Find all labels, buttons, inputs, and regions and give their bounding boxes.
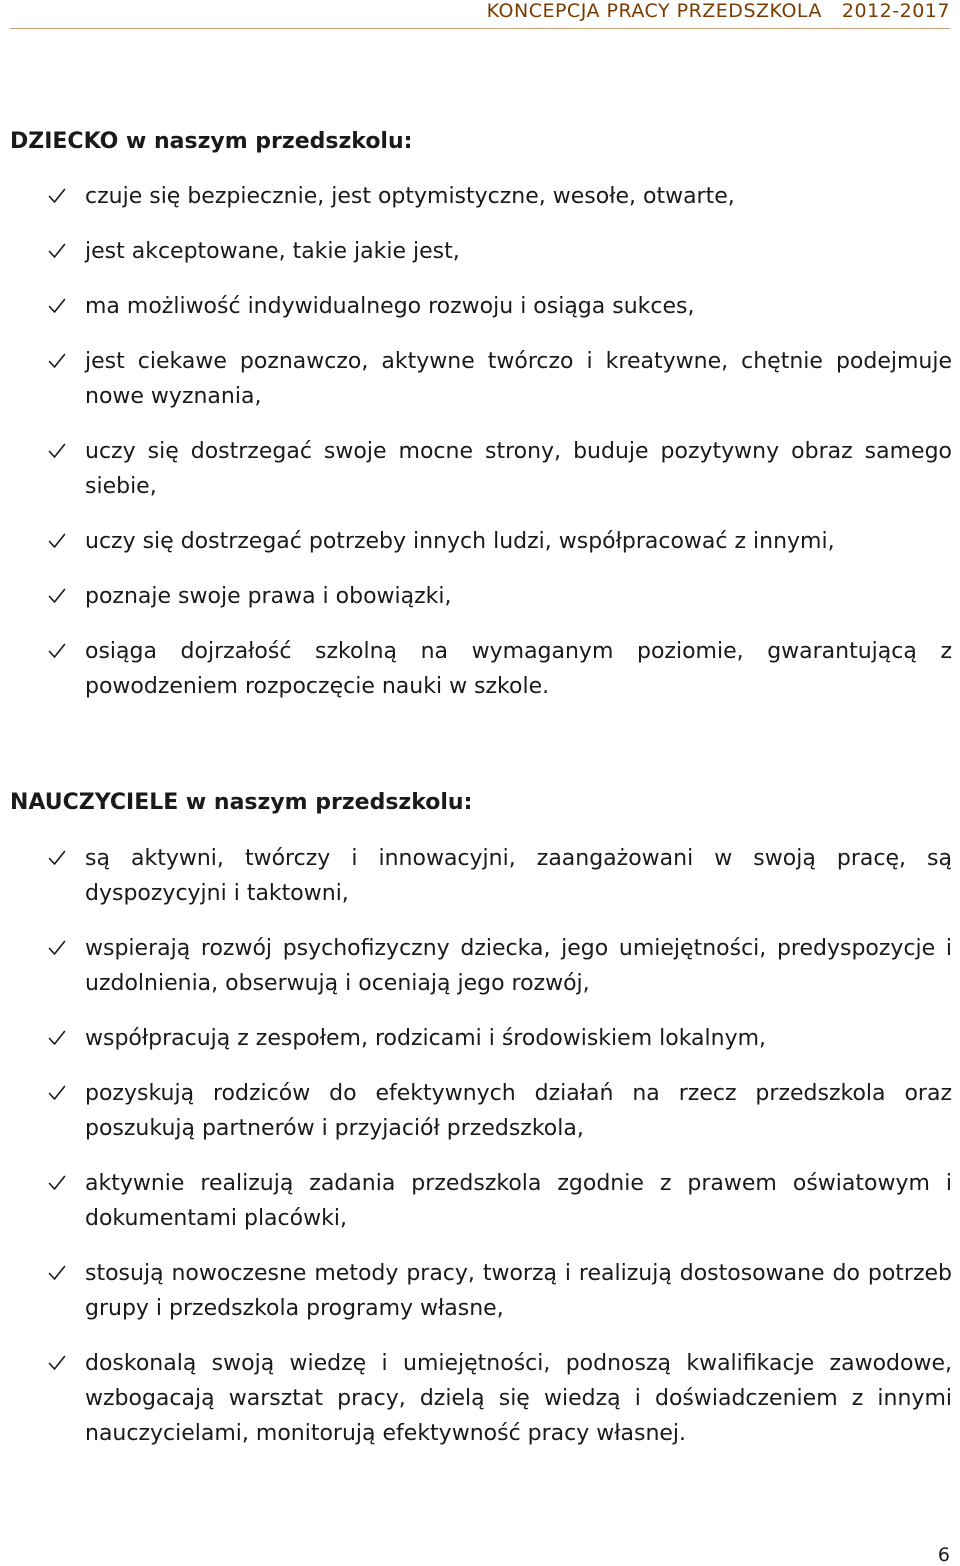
checkmark-icon: [48, 1085, 66, 1101]
checkmark-icon: [48, 850, 66, 866]
checkmark-icon: [48, 1265, 66, 1281]
list-item-text: uczy się dostrzegać swoje mocne strony, buduje pozytywny obraz samego siebie,: [85, 439, 952, 499]
checkmark-icon: [48, 533, 66, 549]
list-item-text: pozyskują rodziców do efektywnych działań na rzecz przedszkola oraz poszukują partnerów i przyjaciół przedszkola,: [85, 1081, 952, 1141]
list-item-text: ma możliwość indywidualnego rozwoju i osiąga sukces,: [85, 294, 695, 319]
page-number: 6: [937, 1544, 950, 1566]
checkmark-icon: [48, 588, 66, 604]
document-title: KONCEPCJA PRACY PRZEDSZKOLA: [486, 0, 822, 22]
list-item-text: osiąga dojrzałość szkolną na wymaganym poziomie, gwarantującą z powodzeniem rozpoczęcie nauki w szkole.: [85, 639, 952, 699]
children-list: [48, 179, 952, 724]
list-item: [48, 931, 952, 1001]
list-item: [48, 524, 952, 559]
list-item: [48, 234, 952, 269]
list-item-text: aktywnie realizują zadania przedszkola zgodnie z prawem oświatowym i dokumentami placówki,: [85, 1171, 952, 1231]
list-item: [48, 841, 952, 911]
checkmark-icon: [48, 443, 66, 459]
checkmark-icon: [48, 243, 66, 259]
checkmark-icon: [48, 1030, 66, 1046]
list-item-text: doskonalą swoją wiedzę i umiejętności, podnoszą kwalifikacje zawodowe, wzbogacają warsztat pracy, dzielą się wiedzą i doświadczeniem z innymi nauczycielami, monitorują efektywność pracy własnej.: [85, 1351, 952, 1446]
list-item: [48, 1166, 952, 1236]
list-item-text: wspierają rozwój psychofizyczny dziecka, jego umiejętności, predyspozycje i uzdolnienia, obserwują i oceniają jego rozwój,: [85, 936, 952, 996]
list-item-text: jest akceptowane, takie jakie jest,: [85, 239, 460, 264]
list-item: [48, 344, 952, 414]
teachers-list: [48, 841, 952, 1471]
checkmark-icon: [48, 1175, 66, 1191]
list-item: [48, 579, 952, 614]
list-item: [48, 434, 952, 504]
list-item: [48, 634, 952, 704]
list-item: [48, 179, 952, 214]
list-item: [48, 1256, 952, 1326]
list-item-text: jest ciekawe poznawczo, aktywne twórczo i kreatywne, chętnie podejmuje nowe wyznania,: [85, 349, 952, 409]
checkmark-icon: [48, 1355, 66, 1371]
list-item: [48, 289, 952, 324]
list-item: [48, 1021, 952, 1056]
teachers-section-title: NAUCZYCIELE w naszym przedszkolu:: [10, 790, 473, 815]
checkmark-icon: [48, 298, 66, 314]
header-rule: [10, 28, 950, 29]
list-item: [48, 1076, 952, 1146]
list-item-text: stosują nowoczesne metody pracy, tworzą i realizują dostosowane do potrzeb grupy i przedszkola programy własne,: [85, 1261, 952, 1321]
checkmark-icon: [48, 940, 66, 956]
children-section-title: DZIECKO w naszym przedszkolu:: [10, 129, 413, 154]
list-item-text: uczy się dostrzegać potrzeby innych ludzi, współpracować z innymi,: [85, 529, 835, 554]
list-item-text: poznaje swoje prawa i obowiązki,: [85, 584, 452, 609]
list-item-text: czuje się bezpiecznie, jest optymistyczne, wesołe, otwarte,: [85, 184, 735, 209]
list-item-text: są aktywni, twórczy i innowacyjni, zaangażowani w swoją pracę, są dyspozycyjni i taktowni,: [85, 846, 952, 906]
running-header: [487, 0, 950, 22]
document-years: 2012-2017: [841, 0, 950, 22]
checkmark-icon: [48, 188, 66, 204]
list-item-text: współpracują z zespołem, rodzicami i środowiskiem lokalnym,: [85, 1026, 767, 1051]
checkmark-icon: [48, 353, 66, 369]
list-item: [48, 1346, 952, 1451]
checkmark-icon: [48, 643, 66, 659]
